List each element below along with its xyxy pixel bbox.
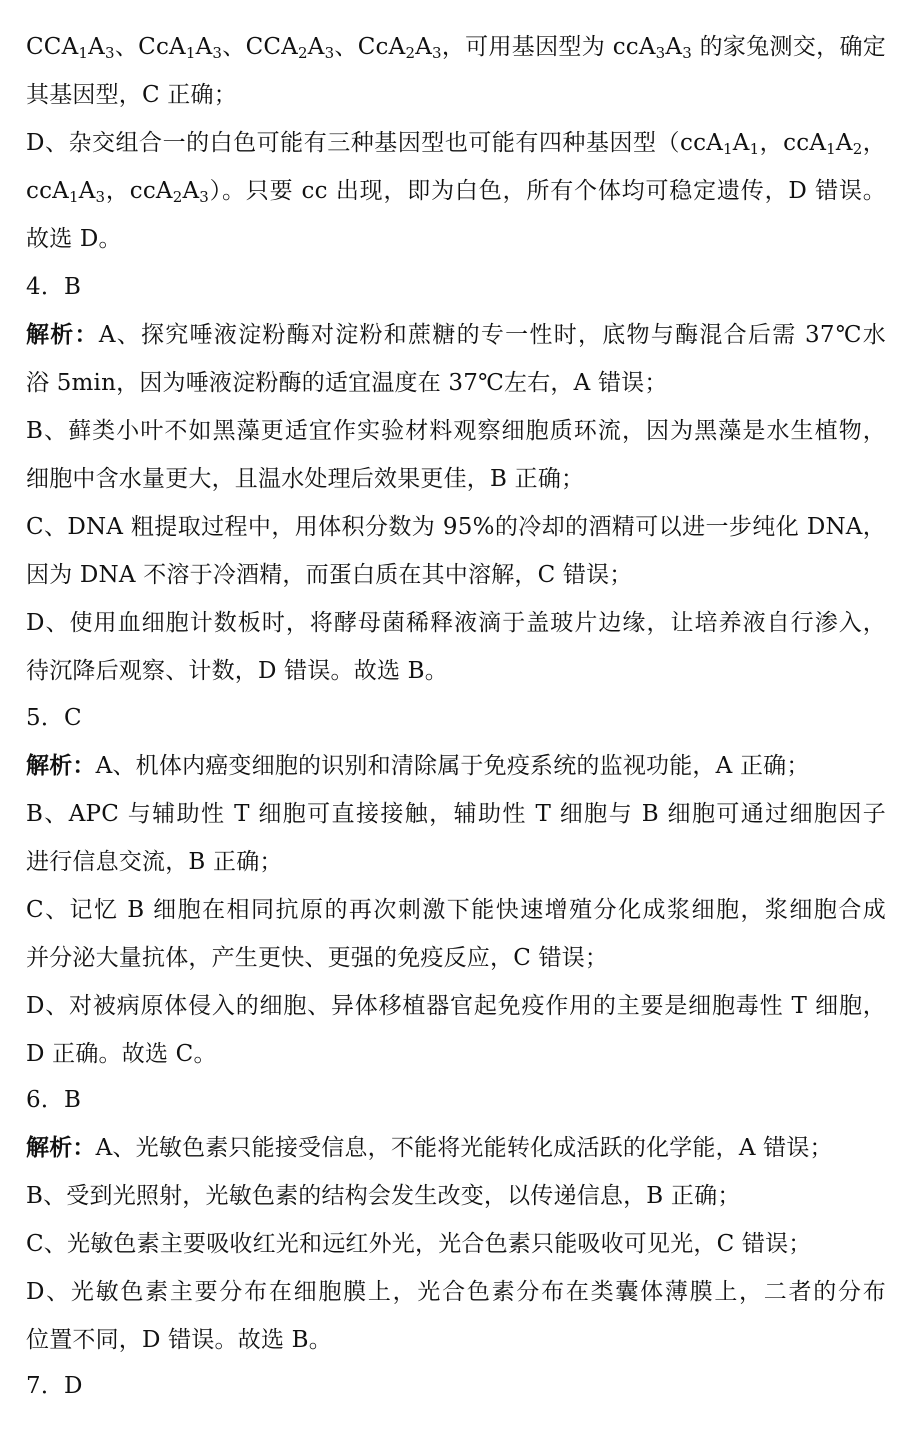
text-line: 故选 D。 — [26, 226, 122, 252]
answer-heading-6: 6．B — [26, 1087, 82, 1113]
text-line: 其基因型，C 正确； — [26, 82, 237, 108]
analysis-label: 解析： — [26, 752, 96, 779]
text-line: D、杂交组合一的白色可能有三种基因型也可能有四种基因型（$ccA_1A_1$，$ccA_1A_2$， — [26, 130, 886, 158]
text-line: D、使用血细胞计数板时，将酵母菌稀释液滴于盖玻片边缘，让培养液自行渗入， — [26, 610, 886, 636]
text-line: B、APC 与辅助性 T 细胞可直接接触，辅助性 T 细胞与 B 细胞可通过细胞因子 — [26, 801, 886, 827]
analysis-label: 解析： — [26, 1134, 96, 1161]
text-line: C、光敏色素主要吸收红光和远红外光，光合色素只能吸收可见光，C 错误； — [26, 1231, 812, 1257]
text-line: 进行信息交流，B 正确； — [26, 849, 283, 875]
text-line: D 正确。故选 C。 — [26, 1041, 217, 1067]
text-line: B、受到光照射，光敏色素的结构会发生改变，以传递信息，B 正确； — [26, 1183, 741, 1209]
answer-heading-5: 5．C — [26, 705, 82, 731]
text-line: $CCA_1A_3$、$CcA_1A_3$、$CCA_2A_3$、$CcA_2A_3$，可用基因型为 $ccA_3A_3$ 的家兔测交，确定 — [26, 34, 886, 62]
text-line: 解析：A、探究唾液淀粉酶对淀粉和蔗糖的专一性时，底物与酶混合后需 37℃水 — [26, 321, 886, 348]
text-line: 待沉降后观察、计数，D 错误。故选 B。 — [26, 658, 448, 684]
answer-heading-7: 7．D — [26, 1373, 83, 1399]
text-line: 细胞中含水量更大，且温水处理后效果更佳，B 正确； — [26, 466, 585, 492]
answer-heading-4: 4．B — [26, 274, 82, 300]
text-line: 浴 5min，因为唾液淀粉酶的适宜温度在 37℃左右，A 错误； — [26, 370, 668, 396]
text-line: 解析：A、机体内癌变细胞的识别和清除属于免疫系统的监视功能，A 正确； — [26, 752, 810, 779]
text-line: C、记忆 B 细胞在相同抗原的再次刺激下能快速增殖分化成浆细胞，浆细胞合成 — [26, 897, 886, 923]
text-line: 位置不同，D 错误。故选 B。 — [26, 1327, 332, 1353]
text-line: $ccA_1A_3$，$ccA_2A_3$）。只要 cc 出现，即为白色，所有个体均可稳定遗传，D 错误。 — [26, 178, 886, 206]
text-line: D、光敏色素主要分布在细胞膜上，光合色素分布在类囊体薄膜上，二者的分布 — [26, 1279, 886, 1305]
text-line: 因为 DNA 不溶于冷酒精，而蛋白质在其中溶解，C 错误； — [26, 562, 633, 588]
text-line: C、DNA 粗提取过程中，用体积分数为 95%的冷却的酒精可以进一步纯化 DNA， — [26, 514, 886, 540]
text-line: 并分泌大量抗体，产生更快、更强的免疫反应，C 错误； — [26, 945, 609, 971]
analysis-label: 解析： — [26, 321, 99, 348]
text-line: 解析：A、光敏色素只能接受信息，不能将光能转化成活跃的化学能，A 错误； — [26, 1134, 833, 1161]
text-line: B、藓类小叶不如黑藻更适宜作实验材料观察细胞质环流，因为黑藻是水生植物， — [26, 418, 886, 444]
text-line: D、对被病原体侵入的细胞、异体移植器官起免疫作用的主要是细胞毒性 T 细胞， — [26, 993, 886, 1019]
